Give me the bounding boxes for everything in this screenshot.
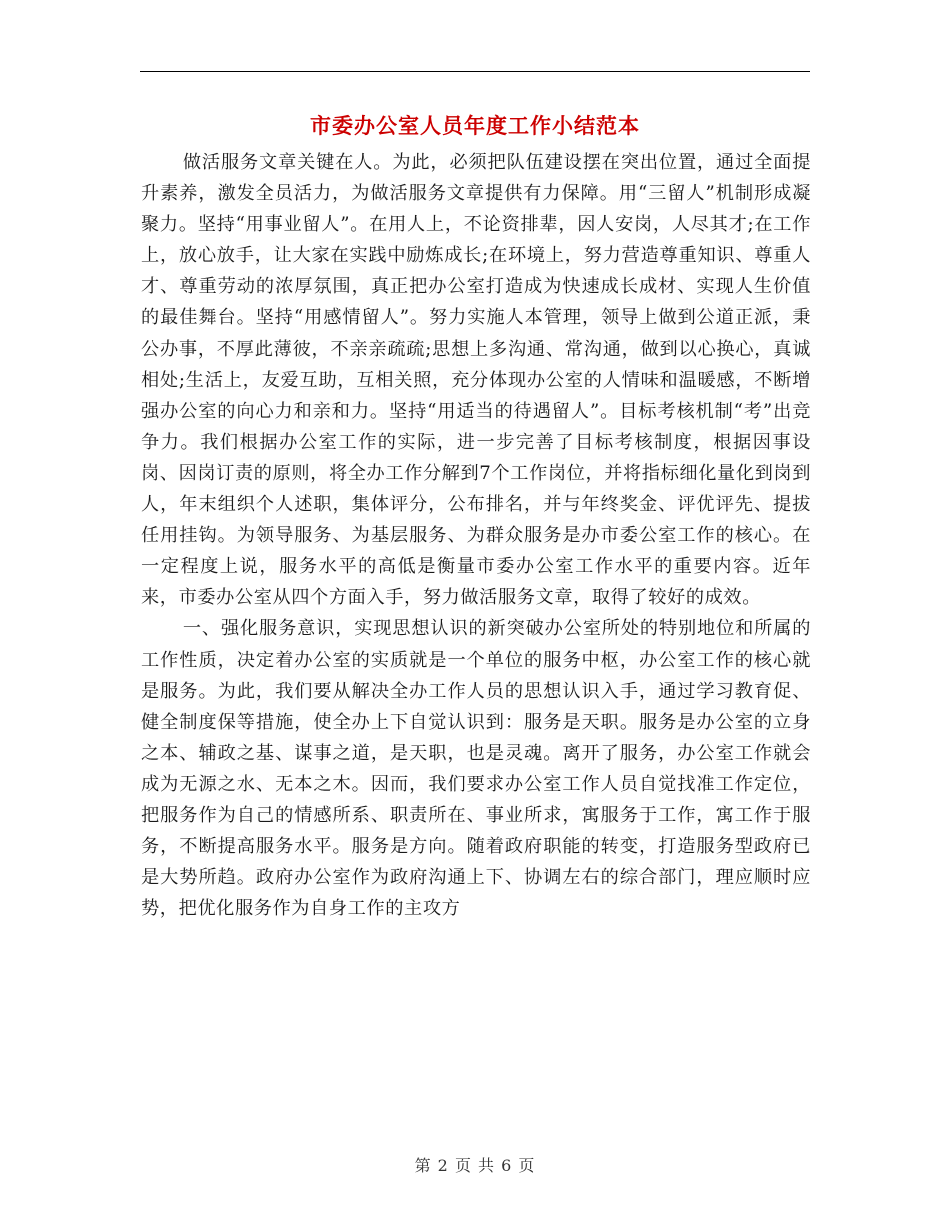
header-rule [140, 71, 810, 72]
document-body [141, 147, 811, 924]
paragraph-1: 做活服务文章关键在人。为此，必须把队伍建设摆在突出位置，通过全面提升素养，激发全员活力，为做活服务文章提供有力保障。用“三留人”机制形成凝聚力。坚持“用事业留人”。在用人上，不论资排辈，因人安岗，人尽其才;在工作上，放心放手，让大家在实践中励炼成长;在环境上，努力营造尊重知识、尊重人才、尊重劳动的浓厚氛围，真正把办公室打造成为快速成长成材、实现人生价值的最佳舞台。坚持“用感情留人”。努力实施人本管理，领导上做到公道正派，秉公办事，不厚此薄彼，不亲亲疏疏;思想上多沟通、常沟通，做到以心换心，真诚相处;生活上，友爱互助，互相关照，充分体现办公室的人情味和温暖感，不断增强办公室的向心力和亲和力。坚持“用适当的待遇留人”。目标考核机制“考”出竞争力。我们根据办公室工作的实际，进一步完善了目标考核制度，根据因事设岗、因岗订责的原则，将全办工作分解到7个工作岗位，并将指标细化量化到岗到人，年末组织个人述职，集体评分，公布排名，并与年终奖金、评优评先、提拔任用挂钩。为领导服务、为基层服务、为群众服务是办市委公室工作的核心。在一定程度上说，服务水平的高低是衡量市委办公室工作水平的重要内容。近年来，市委办公室从四个方面入手，努力做活服务文章，取得了较好的成效。 [141, 152, 811, 609]
document-title: 市委办公室人员年度工作小结范本 [310, 114, 640, 138]
page-number-footer: 第 2 页 共 6 页 [414, 1156, 536, 1175]
paragraph-2: 一、强化服务意识，实现思想认识的新突破办公室所处的特别地位和所属的工作性质，决定着办公室的实质就是一个单位的服务中枢，办公室工作的核心就是服务。为此，我们要从解决全办工作人员的思想认识入手，通过学习教育促、健全制度保等措施，使全办上下自觉认识到：服务是天职。服务是办公室的立身之本、辅政之基、谋事之道，是天职，也是灵魂。离开了服务，办公室工作就会成为无源之水、无本之木。因而，我们要求办公室工作人员自觉找准工作定位，把服务作为自己的情感所系、职责所在、事业所求，寓服务于工作，寓工作于服务，不断提高服务水平。服务是方向。随着政府职能的转变，打造服务型政府已是大势所趋。政府办公室作为政府沟通上下、协调左右的综合部门，理应顺时应势，把优化服务作为自身工作的主攻方 [141, 618, 811, 920]
